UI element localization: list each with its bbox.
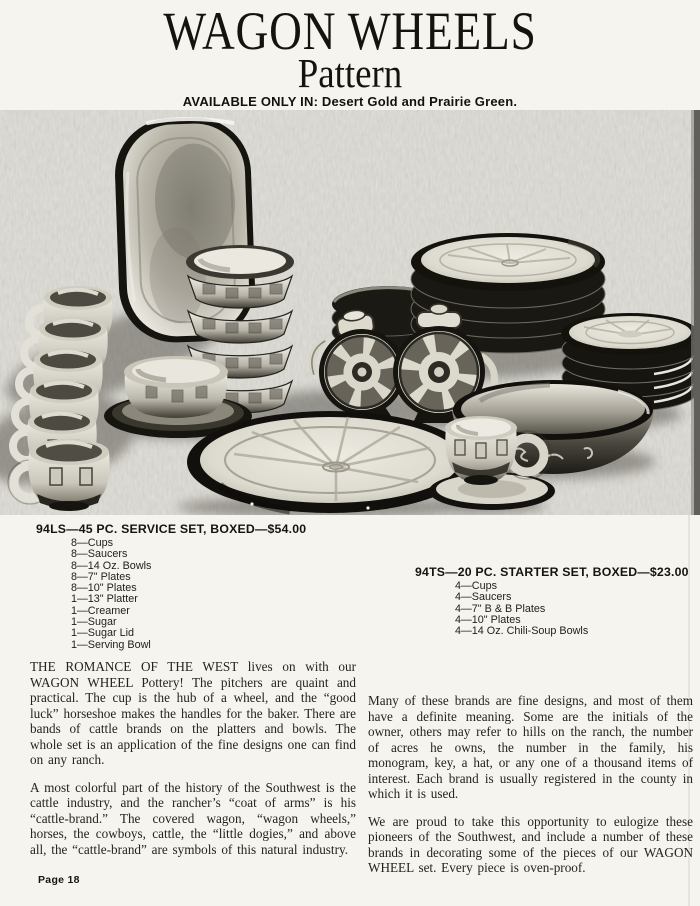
body-text-left-column bbox=[30, 659, 356, 869]
availability-note: AVAILABLE ONLY IN: Desert Gold and Prairie Green. bbox=[182, 94, 518, 109]
platter-13in bbox=[113, 116, 257, 345]
set-item: 4—7" B & B Plates bbox=[455, 602, 546, 615]
dinner-plate bbox=[187, 411, 473, 513]
paragraph: Many of these brands are fine designs, and most of them have a definite meaning. Some are the initials of the owner, others may refer to hills on the ranch, the number of acres he owns, the number in the family, his monogram, key, a hat, or any one of a thousand items of interest. Each brand is usually registered in the county in which it is used. bbox=[368, 693, 693, 801]
set-item: 1—Serving Bowl bbox=[71, 638, 151, 651]
set-item: 4—14 Oz. Chili-Soup Bowls bbox=[455, 625, 589, 638]
paragraph: A most colorful part of the history of the Southwest is the cattle industry, and the rancher’s “coat of arms” is his “cattle-brand.” The covered wagon, “wagon wheels,” horses, the cowboys, cattle, the “little dogies,” and above all, the “cattle-brand” are symbols of this natural industry. bbox=[30, 779, 356, 857]
service-set-list bbox=[36, 538, 306, 651]
set-item: 8—14 Oz. Bowls bbox=[71, 559, 152, 572]
service-set-heading: 94LS—45 PC. SERVICE SET, BOXED—$54.00 bbox=[36, 522, 307, 536]
body-text-right-column bbox=[368, 693, 693, 888]
set-item: 8—Saucers bbox=[71, 548, 128, 561]
set-item: 1—Sugar bbox=[71, 616, 117, 629]
pottery-photo bbox=[0, 110, 700, 515]
scan-edge-strip-dark bbox=[694, 110, 700, 515]
starter-set-section bbox=[415, 565, 689, 637]
set-item: 4—Cups bbox=[455, 580, 498, 592]
set-item: 8—10" Plates bbox=[71, 582, 137, 595]
paragraph: THE ROMANCE OF THE WEST lives on with our WAGON WHEEL Pottery! The pitchers are quaint and practical. The cup is the hub of a wheel, and the “good luck” horseshoe makes the handles for the baker. There are bands of cattle brands on the platters and bowls. The whole set is an application of the fine designs one can find on any ranch. bbox=[30, 659, 356, 767]
service-set-section bbox=[36, 522, 306, 651]
page-subtitle: Pattern bbox=[297, 50, 403, 96]
product-photo bbox=[0, 110, 700, 515]
set-item: 1—Creamer bbox=[71, 604, 130, 617]
set-item: 1—13" Platter bbox=[71, 593, 138, 606]
scan-edge-strip bbox=[691, 110, 694, 515]
page-number: Page 18 bbox=[38, 874, 80, 886]
set-item: 4—10" Plates bbox=[455, 613, 521, 626]
set-item: 8—7" Plates bbox=[71, 570, 131, 583]
set-item: 8—Cups bbox=[71, 537, 114, 549]
starter-set-heading: 94TS—20 PC. STARTER SET, BOXED—$23.00 bbox=[415, 565, 689, 579]
set-item: 1—Sugar Lid bbox=[71, 627, 135, 640]
page-crease bbox=[688, 515, 690, 906]
page-title: WAGON WHEELS bbox=[163, 1, 537, 61]
starter-set-list bbox=[415, 581, 689, 637]
set-item: 4—Saucers bbox=[455, 591, 512, 604]
paragraph: We are proud to take this opportunity to eulogize these pioneers of the Southwest, and include a number of these brands in decorating some of the pieces of our WAGON WHEEL set. Every piece is oven-proof. bbox=[368, 813, 693, 875]
